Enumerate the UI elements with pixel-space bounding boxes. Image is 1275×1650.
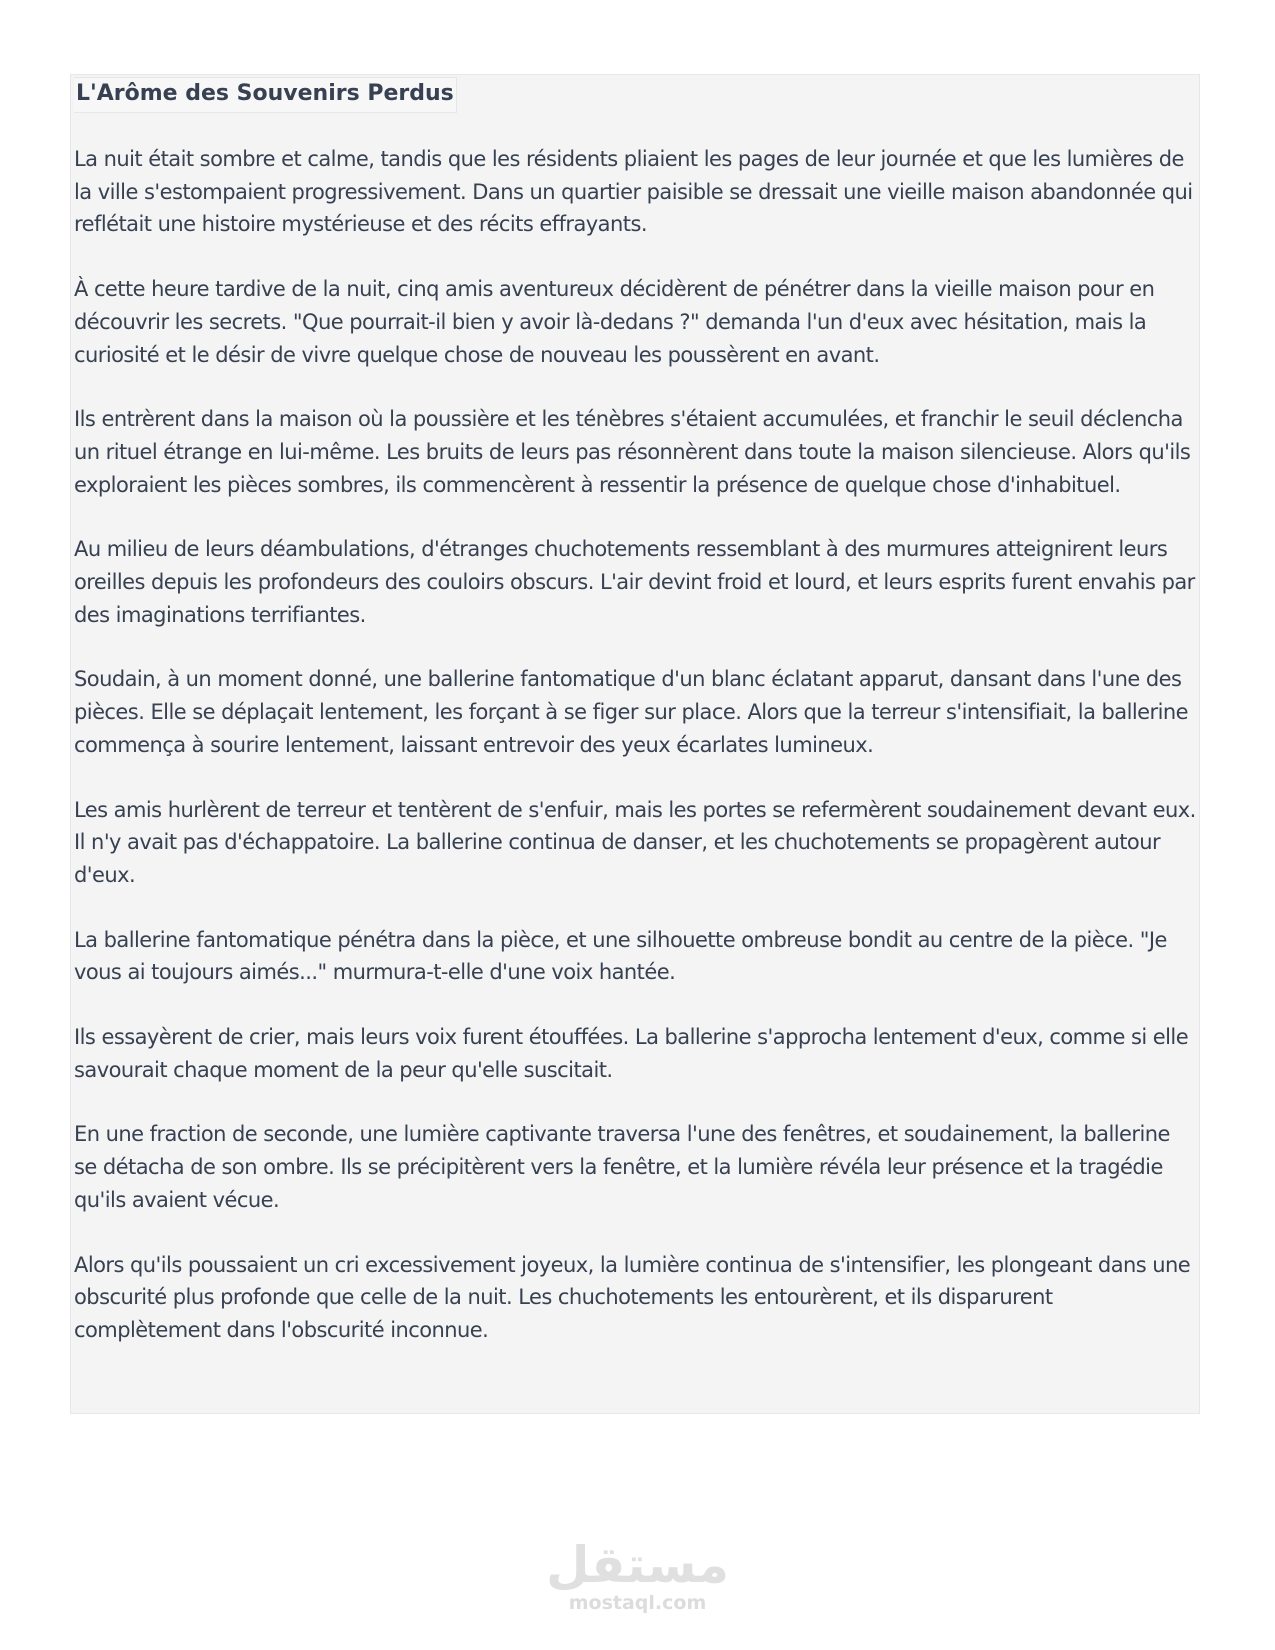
paragraph: Alors qu'ils poussaient un cri excessivement joyeux, la lumière continua de s'intensifier, les plongeant dans une obscurité plus profonde que celle de la nuit. Les chuchotements les entourèrent, et ils disparurent complètement dans l'obscurité inconnue. xyxy=(74,1252,1191,1342)
watermark xyxy=(0,1536,1275,1614)
document-body xyxy=(70,74,1200,1414)
paragraph: La nuit était sombre et calme, tandis que les résidents pliaient les pages de leur journée et que les lumières de la ville s'estompaient progressivement. Dans un quartier paisible se dressait une vieille maison abandonnée qui reflétait une histoire mystérieuse et des récits effrayants. xyxy=(74,147,1193,237)
paragraph: En une fraction de seconde, une lumière captivante traversa l'une des fenêtres, et soudainement, la ballerine se détacha de son ombre. Ils se précipitèrent vers la fenêtre, et la lumière révéla leur présence et la tragédie qu'ils avaient vécue. xyxy=(74,1122,1170,1212)
paragraph: Soudain, à un moment donné, une ballerine fantomatique d'un blanc éclatant apparut, dansant dans l'une des pièces. Elle se déplaçait lentement, les forçant à se figer sur place. Alors que la terreur s'intensifiait, la ballerine commença à sourire lentement, laissant entrevoir des yeux écarlates lumineux. xyxy=(74,667,1189,757)
paragraph: Au milieu de leurs déambulations, d'étranges chuchotements ressemblant à des murmures atteignirent leurs oreilles depuis les profondeurs des couloirs obscurs. L'air devint froid et lourd, et leurs esprits furent envahis par des imaginations terrifiantes. xyxy=(74,537,1195,627)
paragraph: Les amis hurlèrent de terreur et tentèrent de s'enfuir, mais les portes se refermèrent soudainement devant eux. Il n'y avait pas d'échappatoire. La ballerine continua de danser, et les chuchotements se propagèrent autour d'eux. xyxy=(74,797,1196,887)
watermark-logo: مستقل xyxy=(546,1536,729,1594)
paragraph: Ils entrèrent dans la maison où la poussière et les ténèbres s'étaient accumulées, et franchir le seuil déclencha un rituel étrange en lui-même. Les bruits de leurs pas résonnèrent dans toute la maison silencieuse. Alors qu'ils exploraient les pièces sombres, ils commencèrent à ressentir la présence de quelque chose d'inhabituel. xyxy=(74,407,1191,497)
paragraph: La ballerine fantomatique pénétra dans la pièce, et une silhouette ombreuse bondit au centre de la pièce. "Je vous ai toujours aimés..." murmura-t-elle d'une voix hantée. xyxy=(74,927,1167,985)
paragraph: À cette heure tardive de la nuit, cinq amis aventureux décidèrent de pénétrer dans la vieille maison pour en découvrir les secrets. "Que pourrait-il bien y avoir là-dedans ?" demanda l'un d'eux avec hésitation, mais la curiosité et le désir de vivre quelque chose de nouveau les poussèrent en avant. xyxy=(74,277,1155,367)
watermark-site: mostaql.com xyxy=(568,1592,707,1614)
paragraph: Ils essayèrent de crier, mais leurs voix furent étouffées. La ballerine s'approcha lentement d'eux, comme si elle savourait chaque moment de la peur qu'elle suscitait. xyxy=(74,1025,1189,1082)
document-title: L'Arôme des Souvenirs Perdus xyxy=(74,77,457,113)
